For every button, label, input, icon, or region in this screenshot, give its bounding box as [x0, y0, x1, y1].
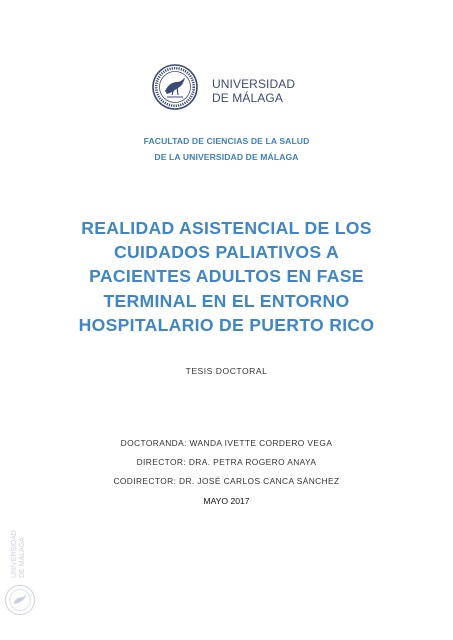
watermark-line2: DE MÁLAGA [19, 537, 26, 578]
faculty-line1: FACULTAD DE CIENCIAS DE LA SALUD [143, 136, 310, 146]
watermark-text [11, 530, 27, 578]
thesis-title-line: REALIDAD ASISTENCIAL DE LOS [81, 218, 372, 238]
thesis-title-line: PACIENTES ADULTOS EN FASE [89, 266, 364, 287]
faculty-line2: DE LA UNIVERSIDAD DE MÁLAGA [154, 152, 299, 162]
doctoranda-line: DOCTORANDA: WANDA IVETTE CORDERO VEGA [120, 438, 333, 448]
watermark-line1: UNIVERSIDAD [11, 530, 18, 578]
university-name [212, 77, 312, 105]
university-seal-icon [152, 64, 198, 110]
director-line: DIRECTOR: DRA. PETRA ROGERO ANAYA [136, 457, 317, 467]
university-logo [152, 64, 296, 112]
thesis-title-line: CUIDADOS PALIATIVOS A [114, 242, 339, 263]
university-name-line2: DE MÁLAGA [212, 91, 283, 105]
university-name-line1: UNIVERSIDAD [212, 77, 296, 91]
publication-date: MAYO 2017 [203, 496, 250, 506]
thesis-title-line: TERMINAL EN EL ENTORNO [103, 290, 350, 311]
thesis-title-line: HOSPITALARIO DE PUERTO RICO [78, 314, 375, 335]
codirector-line: CODIRECTOR: DR. JOSÉ CARLOS CANCA SÁNCHEZ [113, 476, 340, 486]
side-watermark [2, 520, 42, 620]
thesis-title [40, 216, 413, 337]
watermark-seal-icon [4, 584, 36, 616]
thesis-type: TESIS DOCTORAL [185, 366, 268, 376]
